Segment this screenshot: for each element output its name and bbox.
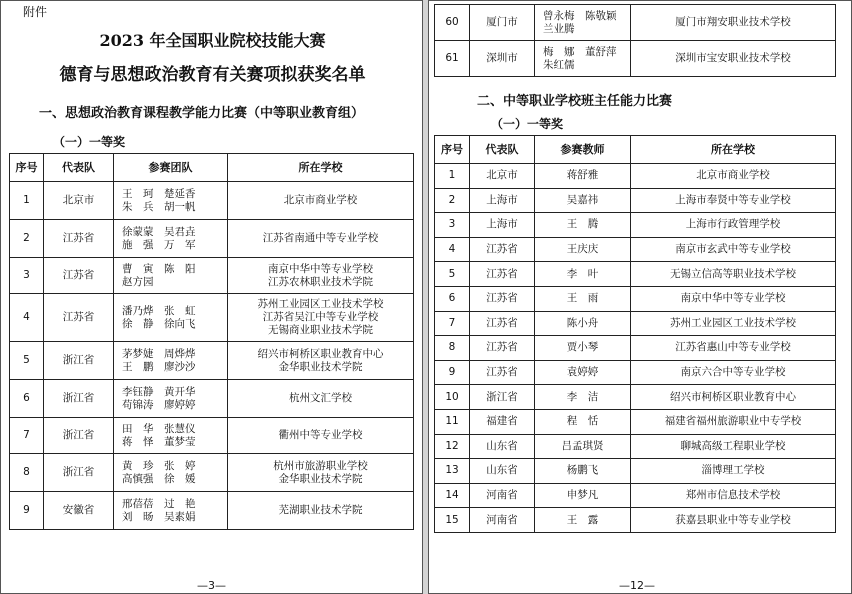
row-number: 15 <box>435 508 470 533</box>
table-row <box>435 311 836 336</box>
team-name: 江苏省 <box>470 360 535 385</box>
award-table-teaching <box>9 153 414 530</box>
school-name: 厦门市翔安职业技术学校 <box>631 5 836 41</box>
school-name: 绍兴市柯桥区职业教育中心 <box>631 385 836 410</box>
table-row <box>435 459 836 484</box>
teacher-name: 申梦凡 <box>535 483 631 508</box>
row-number: 9 <box>10 492 44 530</box>
school-name: 南京市玄武中等专业学校 <box>631 237 836 262</box>
table-row <box>10 220 414 258</box>
school-names <box>228 258 414 294</box>
table-row <box>435 508 836 533</box>
school-names <box>228 454 414 492</box>
school-name: 郑州市信息技术学校 <box>631 483 836 508</box>
row-number: 2 <box>10 220 44 258</box>
school-names-line: 江苏省吴江中等专业学校 <box>262 311 379 323</box>
team-members-line: 曹 寅 陈 阳 <box>122 262 196 275</box>
team-members-line: 苟锦涛 廖婷婷 <box>122 398 196 411</box>
school-names <box>228 294 414 342</box>
table-row <box>435 483 836 508</box>
team-name: 安徽省 <box>44 492 114 530</box>
table-row <box>435 409 836 434</box>
school-names-line: 金华职业技术学院 <box>278 472 363 485</box>
table-row <box>435 5 836 41</box>
attachment-label: 附件 <box>23 5 48 19</box>
header-members: 参赛团队 <box>114 154 228 182</box>
document-title-line1: 2023 年全国职业院校技能大赛 <box>99 31 326 50</box>
right-page <box>428 0 852 594</box>
teacher-name: 李 叶 <box>535 262 631 287</box>
school-names <box>228 418 414 454</box>
school-name: 聊城高级工程职业学校 <box>631 434 836 459</box>
team-name: 浙江省 <box>44 454 114 492</box>
team-members-line: 邢蓓蓓 过 艳 <box>122 497 196 510</box>
school-names-line: 绍兴市柯桥区职业教育中心 <box>257 347 384 360</box>
team-members-line: 王 鹏 廖沙沙 <box>122 360 196 373</box>
teacher-name: 李 洁 <box>535 385 631 410</box>
table-row <box>10 342 414 380</box>
header-school: 所在学校 <box>228 154 414 182</box>
table-row <box>435 385 836 410</box>
row-number: 4 <box>435 237 470 262</box>
team-name: 江苏省 <box>44 294 114 342</box>
team-name: 浙江省 <box>44 380 114 418</box>
row-number: 10 <box>435 385 470 410</box>
team-name: 江苏省 <box>44 220 114 258</box>
team-members <box>114 294 228 342</box>
team-name: 江苏省 <box>470 336 535 361</box>
table-row <box>435 213 836 238</box>
row-number: 8 <box>435 336 470 361</box>
team-name: 浙江省 <box>470 385 535 410</box>
row-number: 14 <box>435 483 470 508</box>
teacher-name: 程 恬 <box>535 409 631 434</box>
team-name: 江苏省 <box>470 311 535 336</box>
school-names-line: 芜湖职业技术学院 <box>278 504 363 516</box>
team-name: 上海市 <box>470 188 535 213</box>
row-number: 9 <box>435 360 470 385</box>
team-members-line: 曾永梅 陈敬颖 <box>543 9 617 22</box>
team-members <box>114 182 228 220</box>
teacher-name: 王庆庆 <box>535 237 631 262</box>
school-names-line: 衢州中等专业学校 <box>278 429 363 441</box>
row-number: 3 <box>10 258 44 294</box>
school-names-line: 江苏农林职业技术学院 <box>268 275 373 288</box>
school-name: 福建省福州旅游职业中专学校 <box>631 409 836 434</box>
table-row <box>10 492 414 530</box>
row-number: 5 <box>435 262 470 287</box>
row-number: 7 <box>435 311 470 336</box>
team-members-line: 王 珂 楚延香 <box>122 187 196 200</box>
table-row <box>10 454 414 492</box>
table-row <box>435 188 836 213</box>
row-number: 8 <box>10 454 44 492</box>
school-names <box>228 492 414 530</box>
table-row <box>435 41 836 77</box>
header-teacher: 参赛教师 <box>535 136 631 164</box>
continued-table <box>434 4 836 77</box>
school-names <box>228 380 414 418</box>
table-row <box>10 380 414 418</box>
team-name: 江苏省 <box>470 286 535 311</box>
row-number: 6 <box>435 286 470 311</box>
school-names <box>228 220 414 258</box>
team-members <box>114 258 228 294</box>
left-page <box>0 0 423 594</box>
school-names-line: 无锡商业职业技术学院 <box>268 324 373 336</box>
header-no: 序号 <box>10 154 44 182</box>
table-row <box>435 434 836 459</box>
table-row <box>435 237 836 262</box>
table-row <box>435 336 836 361</box>
school-name: 无锡立信高等职业技术学校 <box>631 262 836 287</box>
row-number: 1 <box>435 164 470 189</box>
team-members <box>535 41 631 77</box>
teacher-name: 吕孟琪贤 <box>535 434 631 459</box>
team-name: 厦门市 <box>470 5 535 41</box>
table-row <box>435 360 836 385</box>
page-number-left: —3— <box>197 579 226 592</box>
row-number: 5 <box>10 342 44 380</box>
row-number: 13 <box>435 459 470 484</box>
team-members-line: 朱 兵 胡一帆 <box>122 200 196 213</box>
table-row <box>10 182 414 220</box>
school-name: 深圳市宝安职业技术学校 <box>631 41 836 77</box>
team-members <box>535 5 631 41</box>
team-members <box>114 342 228 380</box>
team-members <box>114 418 228 454</box>
school-names-line: 杭州市旅游职业学校 <box>273 459 368 472</box>
team-members <box>114 492 228 530</box>
teacher-name: 王 雨 <box>535 286 631 311</box>
row-number: 3 <box>435 213 470 238</box>
school-names-line: 苏州工业园区工业技术学校 <box>257 298 384 310</box>
team-members <box>114 220 228 258</box>
table-row <box>435 164 836 189</box>
team-members-line: 黄 珍 张 婷 <box>122 459 196 472</box>
team-name: 浙江省 <box>44 342 114 380</box>
team-name: 江苏省 <box>44 258 114 294</box>
team-members-line: 徐蒙蒙 吴君垚 <box>122 225 196 238</box>
school-names-line: 北京市商业学校 <box>283 194 358 206</box>
award-table-head-teacher <box>434 135 836 533</box>
table-row <box>435 262 836 287</box>
table-row <box>10 294 414 342</box>
school-name: 上海市行政管理学校 <box>631 213 836 238</box>
section-title-1: 一、思想政治教育课程教学能力比赛（中等职业教育组） <box>39 106 365 121</box>
row-number: 7 <box>10 418 44 454</box>
section-title-2: 二、中等职业学校班主任能力比赛 <box>477 94 673 109</box>
team-name: 江苏省 <box>470 262 535 287</box>
teacher-name: 陈小舟 <box>535 311 631 336</box>
team-members-line: 高慎强 徐 媛 <box>122 472 196 485</box>
team-members-line: 刘 旸 吴素娟 <box>122 510 196 523</box>
team-members-line: 朱红儒 <box>543 58 575 71</box>
team-members-line: 赵方园 <box>122 275 154 288</box>
row-number: 60 <box>435 5 470 41</box>
teacher-name: 吴嘉祎 <box>535 188 631 213</box>
team-name: 上海市 <box>470 213 535 238</box>
teacher-name: 王 露 <box>535 508 631 533</box>
team-name: 北京市 <box>470 164 535 189</box>
team-name: 山东省 <box>470 459 535 484</box>
team-name: 北京市 <box>44 182 114 220</box>
team-members-line: 李钰静 黄开华 <box>122 385 196 398</box>
row-number: 12 <box>435 434 470 459</box>
row-number: 6 <box>10 380 44 418</box>
team-members-line: 田 华 张慧仪 <box>122 422 196 435</box>
subsection-title-1: （一）一等奖 <box>53 135 126 149</box>
school-names-line: 金华职业技术学院 <box>278 360 363 373</box>
team-members <box>114 454 228 492</box>
school-names <box>228 182 414 220</box>
teacher-name: 蒋舒雅 <box>535 164 631 189</box>
team-members-line: 潘乃烨 张 虹 <box>122 304 196 317</box>
school-name: 江苏省惠山中等专业学校 <box>631 336 836 361</box>
team-members-line: 徐 静 徐向飞 <box>122 317 196 330</box>
team-members-line: 蒋 怿 董梦莹 <box>122 435 196 448</box>
school-name: 上海市奉贤中等专业学校 <box>631 188 836 213</box>
team-members-line: 施 强 万 军 <box>122 238 196 251</box>
school-name: 获嘉县职业中等专业学校 <box>631 508 836 533</box>
teacher-name: 袁婷婷 <box>535 360 631 385</box>
teacher-name: 贾小琴 <box>535 336 631 361</box>
team-members-line: 兰业腾 <box>543 22 575 35</box>
school-names <box>228 342 414 380</box>
school-name: 淄博理工学校 <box>631 459 836 484</box>
team-name: 山东省 <box>470 434 535 459</box>
header-school: 所在学校 <box>631 136 836 164</box>
team-name: 浙江省 <box>44 418 114 454</box>
team-members-line: 茅梦婕 周烨烨 <box>122 347 196 360</box>
school-name: 南京中华中等专业学校 <box>631 286 836 311</box>
row-number: 4 <box>10 294 44 342</box>
table-row <box>435 286 836 311</box>
team-name: 河南省 <box>470 483 535 508</box>
team-name: 深圳市 <box>470 41 535 77</box>
header-no: 序号 <box>435 136 470 164</box>
school-name: 苏州工业园区工业技术学校 <box>631 311 836 336</box>
subsection-title-2: （一）一等奖 <box>491 117 564 131</box>
row-number: 2 <box>435 188 470 213</box>
row-number: 1 <box>10 182 44 220</box>
school-names-line: 杭州文汇学校 <box>289 392 352 404</box>
teacher-name: 杨鹏飞 <box>535 459 631 484</box>
row-number: 61 <box>435 41 470 77</box>
page-number-right: —12— <box>619 579 655 592</box>
team-members-line: 梅 娜 董舒萍 <box>543 45 617 58</box>
table-row <box>10 418 414 454</box>
header-team: 代表队 <box>44 154 114 182</box>
table-row <box>10 258 414 294</box>
team-name: 江苏省 <box>470 237 535 262</box>
document-title-line2: 德育与思想政治教育有关赛项拟获奖名单 <box>59 65 366 85</box>
teacher-name: 王 腾 <box>535 213 631 238</box>
team-name: 河南省 <box>470 508 535 533</box>
school-name: 北京市商业学校 <box>631 164 836 189</box>
row-number: 11 <box>435 409 470 434</box>
school-names-line: 江苏省南通中等专业学校 <box>262 232 379 244</box>
header-team: 代表队 <box>470 136 535 164</box>
team-name: 福建省 <box>470 409 535 434</box>
school-name: 南京六合中等专业学校 <box>631 360 836 385</box>
team-members <box>114 380 228 418</box>
school-names-line: 南京中华中等专业学校 <box>268 262 373 275</box>
